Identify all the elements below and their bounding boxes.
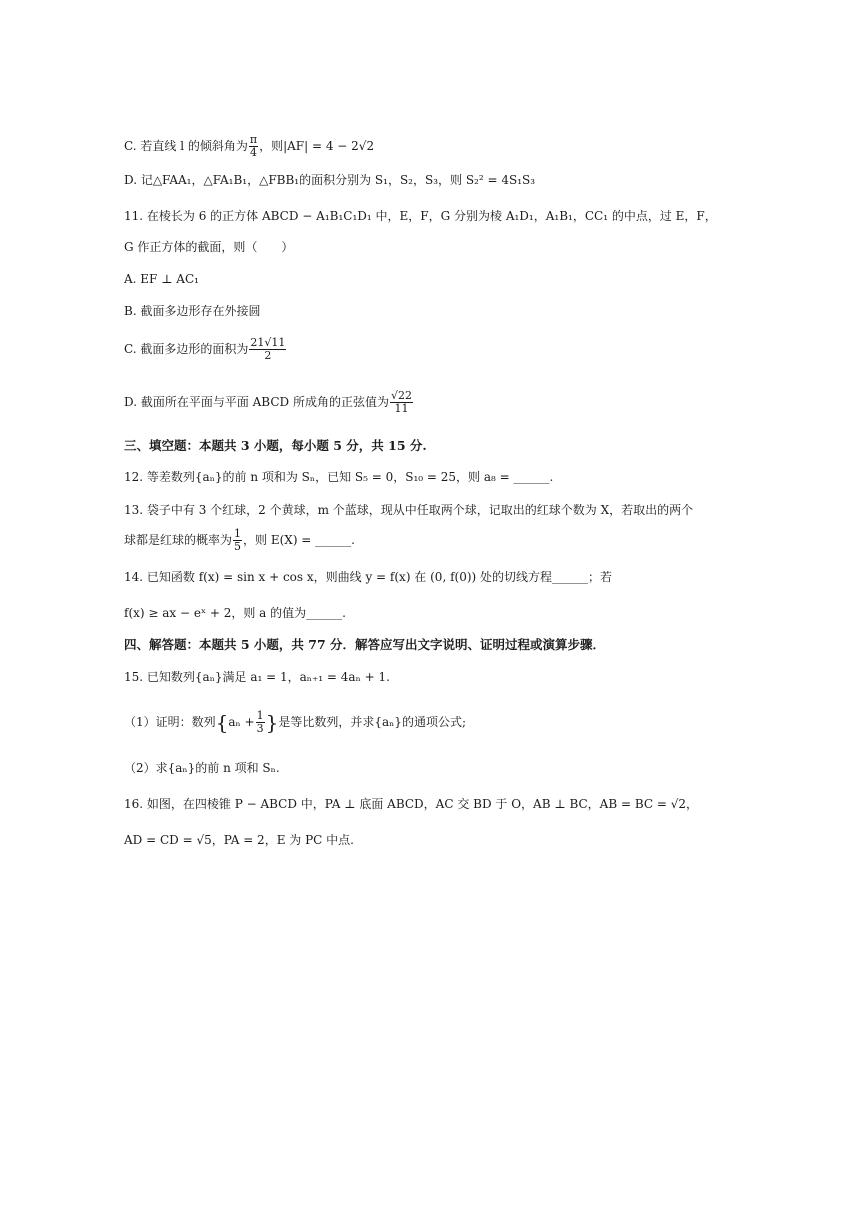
option-d-line-10: D. 记△FAA₁，△FA₁B₁，△FBB₁的面积分别为 S₁，S₂，S₃，则 S₂² = 4S₁S₃ [124,173,536,187]
question-12: 12. 等差数列{aₙ}的前 n 项和为 Sₙ，已知 S₅ = 0，S₁₀ = 25，则 a₈ = ______. [124,470,554,484]
question-13-text-b: ，则 E(X) = ______. [243,533,355,547]
option-c-line-10 [124,134,867,159]
question-11-option-d [124,390,414,415]
question-16-line-1: 16. 如图，在四棱锥 P − ABCD 中，PA ⊥ 底面 ABCD，AC 交 BD 于 O，AB ⊥ BC，AB = BC = √2， [124,797,699,811]
question-11-line-1: 11. 在棱长为 6 的正方体 ABCD − A₁B₁C₁D₁ 中，E，F，G 分别为棱 A₁D₁，A₁B₁，CC₁ 的中点，过 E，F， [124,209,717,223]
question-13-text-a: 球都是红球的概率为 [124,533,233,547]
question-11-option-b: B. 截面多边形存在外接圆 [124,304,261,318]
fraction-denominator: 4 [249,146,257,159]
question-13-line-2 [124,528,355,553]
part-1-inner: aₙ + [228,715,255,729]
question-15-part-1 [124,710,466,735]
option-c-11-text: C. 截面多边形的面积为 [124,342,249,356]
question-16-line-2: AD = CD = √5，PA = 2，E 为 PC 中点. [124,833,354,847]
question-11-option-a: A. EF ⊥ AC₁ [124,272,199,286]
option-c-tail: ，则|AF| = 4 − 2√2 [259,139,375,153]
part-1-text-b: 是等比数列，并求{aₙ}的通项公式; [278,715,466,729]
fraction-numerator: 1 [234,527,242,540]
sine-fraction [390,390,413,415]
question-11-line-2: G 作正方体的截面，则（ ） [124,240,294,254]
question-14-line-1: 14. 已知函数 f(x) = sin x + cos x，则曲线 y = f(x) 在 (0, f(0)) 处的切线方程______；若 [124,570,613,584]
option-c-text: C. 若直线 l 的倾斜角为 [124,139,248,153]
option-d-11-text: D. 截面所在平面与平面 ABCD 所成角的正弦值为 [124,395,389,409]
fraction-denominator: 2 [249,349,286,362]
question-15-statement: 15. 已知数列{aₙ}满足 a₁ = 1，aₙ₊₁ = 4aₙ + 1. [124,670,390,684]
section-4-heading: 四、解答题：本题共 5 小题，共 77 分．解答应写出文字说明、证明过程或演算步骤． [124,637,606,652]
question-15-part-2: （2）求{aₙ}的前 n 项和 Sₙ. [124,761,280,775]
fraction-denominator: 11 [390,402,413,415]
probability-fraction [233,528,242,553]
question-11-option-c [124,337,287,362]
fraction-numerator: 1 [256,709,264,722]
pi-over-4-fraction [249,134,258,159]
right-brace-icon: } [265,710,279,735]
one-third-fraction [256,710,265,735]
fraction-denominator: 5 [234,540,242,553]
part-1-text-a: （1）证明：数列 [124,715,216,729]
question-14-line-2: f(x) ≥ ax − eˣ + 2，则 a 的值为______. [124,606,346,620]
fraction-numerator: √22 [390,389,412,402]
question-13-line-1: 13. 袋子中有 3 个红球，2 个黄球，m 个蓝球，现从中任取两个球，记取出的红球个数为 X，若取出的两个 [124,503,694,517]
section-3-heading: 三、填空题：本题共 3 小题，每小题 5 分，共 15 分. [124,438,427,453]
fraction-denominator: 3 [256,722,264,735]
fraction-numerator: 21√11 [250,336,286,349]
left-brace-icon: { [215,710,229,735]
area-fraction [249,337,286,362]
fraction-numerator: π [249,133,258,146]
